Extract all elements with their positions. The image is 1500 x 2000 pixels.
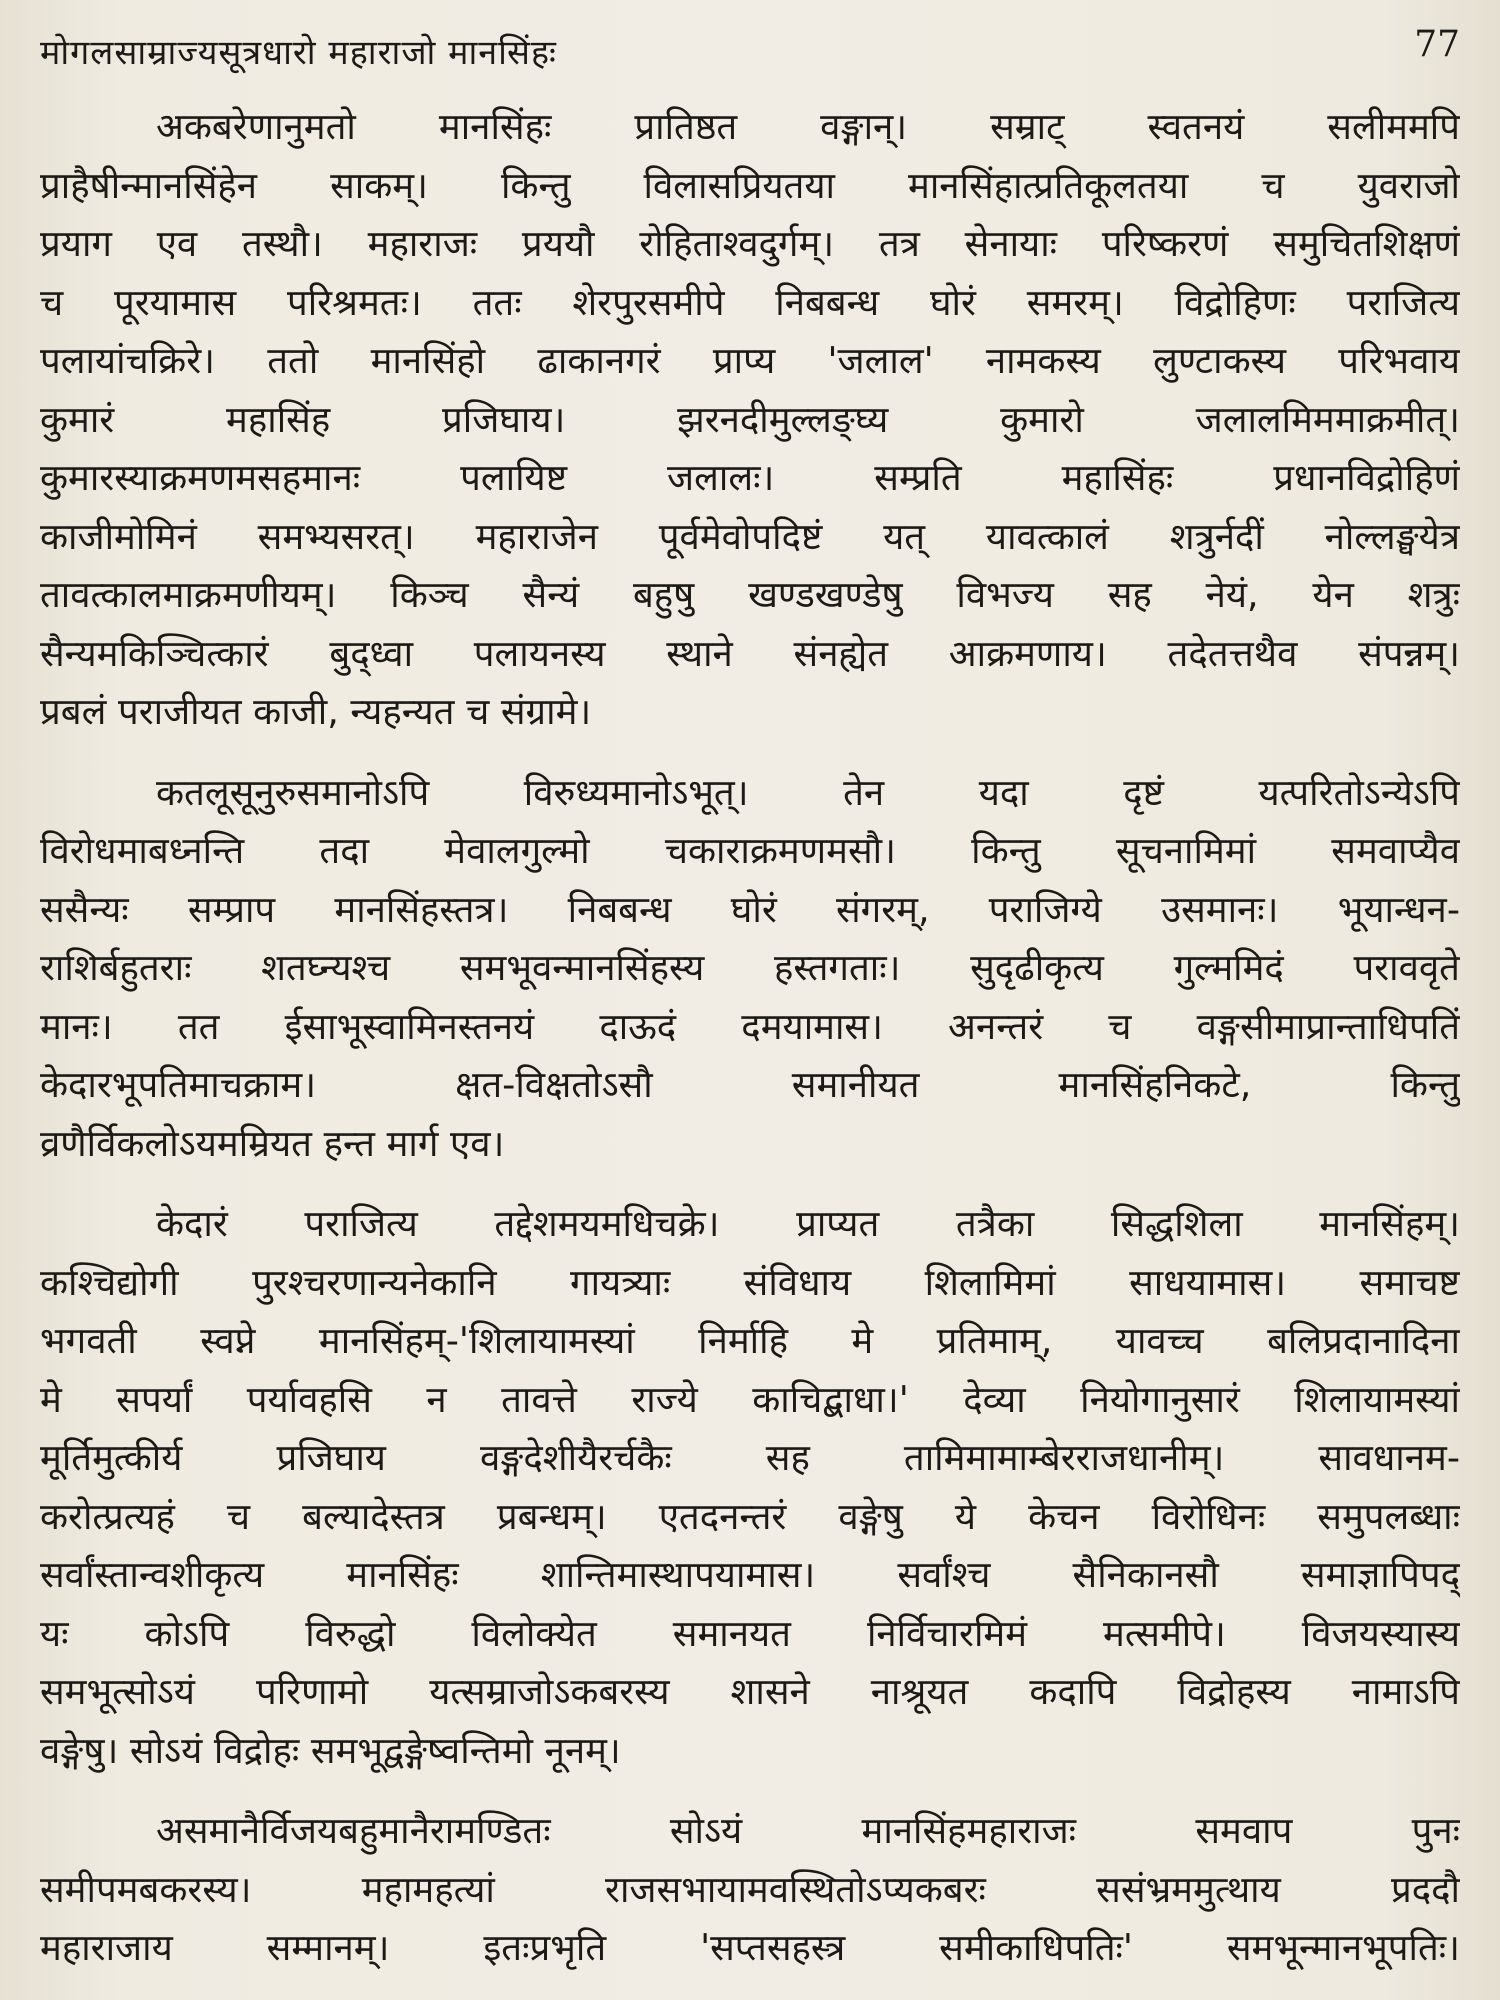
running-title: मोगलसाम्राज्यसूत्रधारो महाराजो मानसिंहः (40, 33, 557, 73)
text-line: ससैन्यः सम्प्राप मानसिंहस्तत्र। निबबन्ध घोरं संगरम्, पराजिग्ये उसमानः। भूयान्धन- (40, 887, 1460, 931)
text-line: समीपमबकरस्य। महामहत्यां राजसभायामवस्थितोऽप्यकबरः ससंभ्रममुत्थाय प्रददौ (40, 1867, 1460, 1911)
text-line: केदारभूपतिमाचक्राम। क्षत-विक्षतोऽसौ समानीयत मानसिंहनिकटे, किन्तु (40, 1063, 1460, 1106)
text-line: पलायांचक्रिरे। ततो मानसिंहो ढाकानगरं प्राप्य 'जलाल' नामकस्य लुण्टाकस्य परिभवाय (40, 339, 1460, 382)
text-line: व्रणैर्विकलोऽयमम्रियत हन्त मार्ग एव। (40, 1121, 505, 1165)
text-line: वङ्गेषु। सोऽयं विद्रोहः समभूद्वङ्गेष्वन्तिमो नूनम्। (40, 1728, 621, 1772)
text-line: काजीमोमिनं समभ्यसरत्। महाराजेन पूर्वमेवोपदिष्टं यत् यावत्कालं शत्रुर्नदीं नोल्लङ्घयेत्र (40, 514, 1460, 558)
text-line: च पूरयामास परिश्रमतः। ततः शेरपुरसमीपे निबबन्ध घोरं समरम्। विद्रोहिणः पराजित्य (40, 280, 1460, 324)
text-line: प्रबलं पराजीयत काजी, न्यहन्यत च संग्रामे। (40, 690, 592, 733)
text-line: असमानैर्विजयबहुमानैरामण्डितः सोऽयं मानसिंहमहाराजः समवाप पुनः (156, 1809, 1460, 1852)
text-line: कश्चिद्योगी पुरश्चरणान्यनेकानि गायत्र्याः संविधाय शिलामिमां साधयामास। समाचष्ट (40, 1260, 1460, 1304)
text-line: राशिर्बहुतराः शतघ्न्यश्च समभूवन्मानसिंहस्य हस्तगताः। सुदृढीकृत्य गुल्ममिदं परावव‍ृते (40, 946, 1460, 989)
paragraph (40, 764, 1460, 1174)
text-line: मूर्तिमुत्कीर्य प्रजिघाय वङ्गदेशीयैरर्चकैः सह तामिमामाम्बेरराजधानीम्। सावधानम- (40, 1436, 1460, 1479)
text-line: प्राहैषीन्मानसिंहेन साकम्। किन्तु विलासप्रियतया मानसिंहात्प्रतिकूलतया च युवराजो (40, 163, 1460, 207)
text-line: मे सपर्यां पर्यावहसि न तावत्ते राज्ये काचिद्बाधा।' देव्या नियोगानुसारं शिलायामस्यां (40, 1377, 1460, 1421)
paragraph (40, 1802, 1460, 1978)
text-line: प्रयाग एव तस्थौ। महाराजः प्रययौ रोहिताश्वदुर्गम्। तत्र सेनायाः परिष्करणं समुचितशिक्षणं (40, 222, 1460, 265)
text-line: केदारं पराजित्य तद्देशमयमधिचक्रे। प्राप्यत तत्रैका सिद्धशिला मानसिंहम्। (156, 1202, 1460, 1245)
text-line: महाराजाय सम्मानम्। इतःप्रभृति 'सप्तसहस्त्र समीकाधिपतिः' समभून्मानभूपतिः। (40, 1926, 1460, 1969)
text-line: समभूत्सोऽयं परिणामो यत्सम्राजोऽकबरस्य शासने नाश्रूयत कदापि विद्रोहस्य नामाऽपि (40, 1670, 1460, 1713)
page-number: 77 (1414, 24, 1460, 65)
text-line: कुमारस्याक्रमणमसहमानः पलायिष्ट जलालः। सम्प्रति महासिंहः प्रधानविद्रोहिणं (40, 456, 1460, 499)
text-line: भगवती स्वप्ने मानसिंहम्-'शिलायामस्यां निर्माहि मे प्रतिमाम्, यावच्च बलिप्रदानादिना (40, 1319, 1460, 1362)
text-line: अकबरेणानुमतो मानसिंहः प्रातिष्ठत वङ्गान्। सम्राट् स्वतनयं सलीममपि (156, 105, 1460, 148)
page-header (40, 20, 1460, 80)
text-line: यः कोऽपि विरुद्धो विलोक्येत समानयत निर्विचारमिमं मत्समीपे। विजयस्यास्य (40, 1611, 1460, 1655)
text-line: तावत्कालमाक्रमणीयम्। किञ्च सैन्यं बहुषु खण्डखण्डेषु विभज्य सह नेयं, येन शत्रुः (40, 573, 1460, 616)
text-line: करोत्प्रत्यहं च बल्यादेस्तत्र प्रबन्धम्। एतदनन्तरं वङ्गेषु ये केचन विरोधिनः समुपलब्धाः (40, 1494, 1460, 1538)
text-line: मानः। तत ईसाभूस्वामिनस्तनयं दाऊदं दमयामास। अनन्तरं च वङ्गसीमाप्रान्ताधिपतिं (40, 1004, 1460, 1048)
text-line: कतलूसूनुरुसमानोऽपि विरुध्यमानोऽभूत्। तेन यदा दृष्टं यत्परितोऽन्येऽपि (156, 770, 1460, 814)
text-line: सर्वांस्तान्वशीकृत्य मानसिंहः शान्तिमास्थापयामास। सर्वांश्च सैनिकानसौ समाज्ञापिपद् (40, 1553, 1460, 1596)
text-line: कुमारं महासिंह प्रजिघाय। झरनदीमुल्लङ्घ्य कुमारो जलालमिममाक्रमीत्। (40, 397, 1460, 441)
text-line: सैन्यमकिञ्चित्कारं बुद्ध्वा पलायनस्य स्थाने संनह्येत आक्रमणाय। तदेतत्तथैव संपन्नम्। (40, 631, 1460, 675)
body-text (40, 98, 1460, 2000)
paragraph (40, 1195, 1460, 1780)
text-line: विरोधमाबध्नन्ति तदा मेवालगुल्मो चकाराक्रमणमसौ। किन्तु सूचनामिमां समवाप्यैव (40, 829, 1460, 872)
paragraph (40, 98, 1460, 742)
